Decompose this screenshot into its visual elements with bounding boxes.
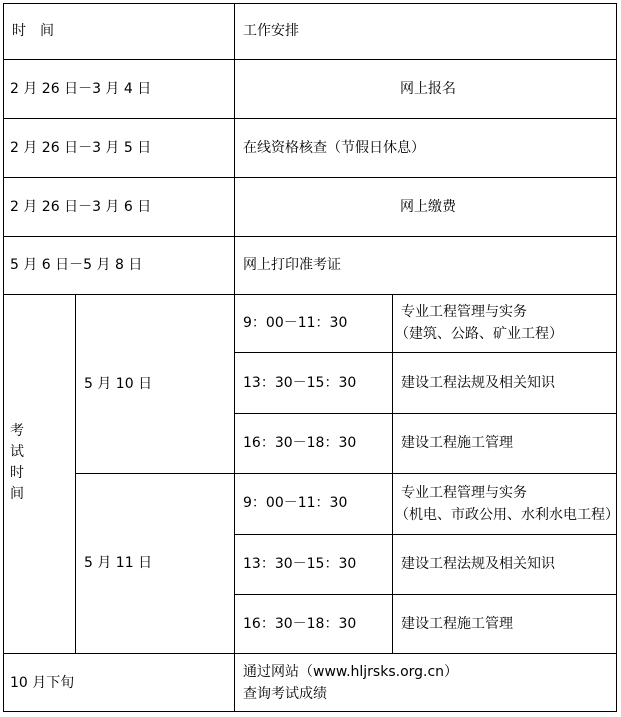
row-time: 2 月 26 日－3 月 5 日 <box>10 140 152 156</box>
rule-row4 <box>3 294 617 295</box>
rule-col-subject <box>392 294 393 653</box>
rule-exam-bottom <box>3 653 617 654</box>
session-subject: 建设工程法规及相关知识 <box>401 556 555 572</box>
session-time: 13：30－15：30 <box>243 556 357 572</box>
header-time: 时 间 <box>12 23 54 39</box>
rule-session-1 <box>234 352 617 353</box>
session-subject: 建设工程施工管理 <box>401 616 513 632</box>
rule-col-main <box>234 3 235 712</box>
footer-result-line: 查询考试成绩 <box>243 686 327 702</box>
row-task: 网上打印准考证 <box>243 257 341 273</box>
rule-row2 <box>3 177 617 178</box>
session-subject: （机电、市政公用、水利水电工程） <box>395 507 619 523</box>
session-time: 9：00－11：30 <box>243 315 348 331</box>
session-subject: 建设工程法规及相关知识 <box>401 375 555 391</box>
row-time: 2 月 26 日－3 月 6 日 <box>10 199 152 215</box>
rule-day-split <box>75 473 617 474</box>
rule-col-label <box>75 294 76 653</box>
rule-header <box>3 59 617 60</box>
rule-session-2 <box>234 413 617 414</box>
row-task: 网上缴费 <box>400 199 456 215</box>
rule-row3 <box>3 236 617 237</box>
row-task: 网上报名 <box>400 81 456 97</box>
schedule-table <box>3 3 617 712</box>
row-task: 在线资格核查（节假日休息） <box>243 140 425 156</box>
rule-row1 <box>3 118 617 119</box>
row-time: 5 月 6 日－5 月 8 日 <box>10 257 143 273</box>
exam-date: 5 月 10 日 <box>84 376 153 392</box>
session-subject: （建筑、公路、矿业工程） <box>395 326 563 342</box>
session-time: 16：30－18：30 <box>243 435 357 451</box>
session-time: 9：00－11：30 <box>243 495 348 511</box>
session-subject: 建设工程施工管理 <box>401 435 513 451</box>
session-subject: 专业工程管理与实务 <box>401 485 527 501</box>
rule-session-4 <box>234 534 617 535</box>
footer-website-line: 通过网站（www.hljrsks.org.cn） <box>243 664 459 680</box>
session-time: 13：30－15：30 <box>243 375 357 391</box>
footer-time: 10 月下旬 <box>10 675 75 691</box>
rule-session-5 <box>234 594 617 595</box>
exam-date: 5 月 11 日 <box>84 555 153 571</box>
exam-label: 考试时间 <box>10 423 24 502</box>
session-time: 16：30－18：30 <box>243 616 357 632</box>
row-time: 2 月 26 日－3 月 4 日 <box>10 81 152 97</box>
header-arrangement: 工作安排 <box>243 23 299 39</box>
session-subject: 专业工程管理与实务 <box>401 304 527 320</box>
